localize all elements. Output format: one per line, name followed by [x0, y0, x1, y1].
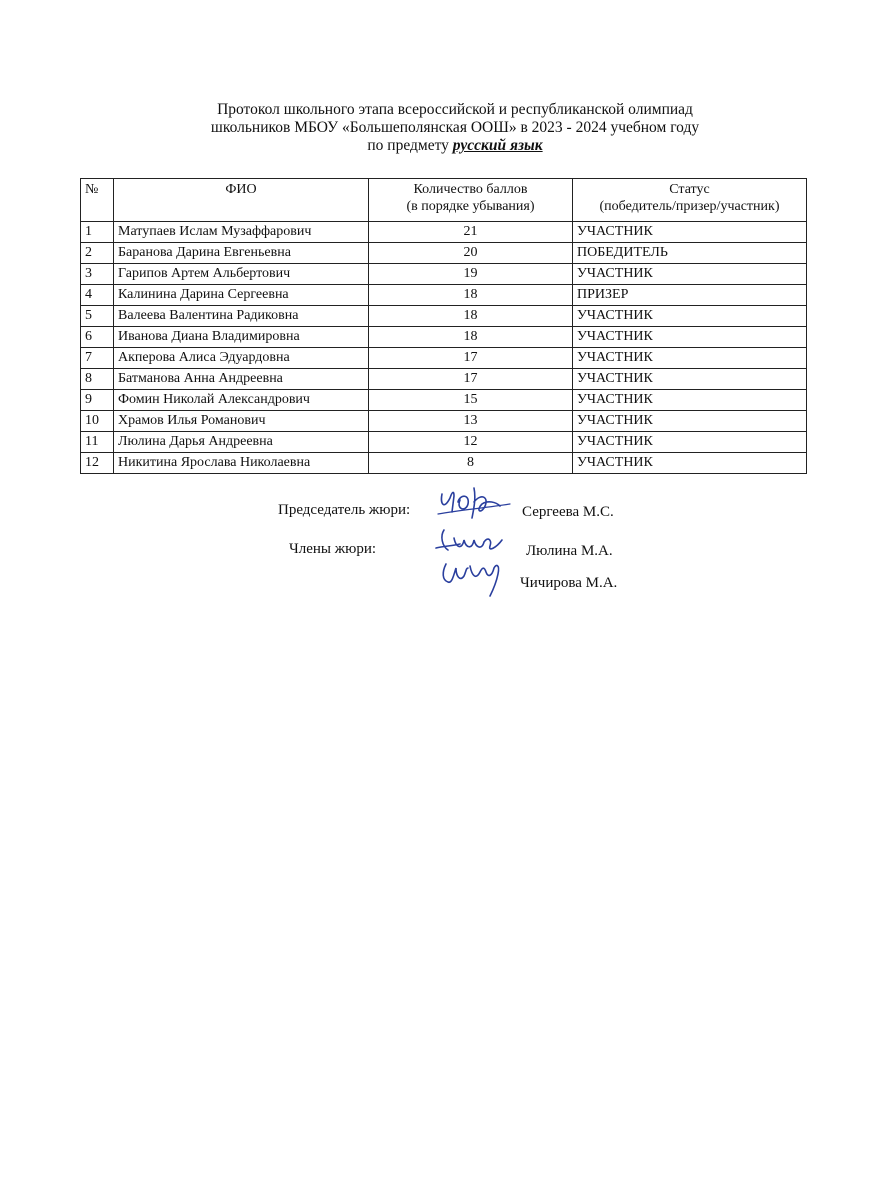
cell-fio: Храмов Илья Романович	[114, 411, 369, 432]
table-row	[81, 327, 807, 348]
header-status	[573, 179, 807, 222]
cell-status: ПРИЗЕР	[573, 285, 807, 306]
member-signatures	[430, 524, 520, 599]
cell-score: 18	[369, 285, 573, 306]
subject-prefix: по предмету	[367, 137, 453, 154]
cell-score: 18	[369, 327, 573, 348]
cell-number: 12	[81, 453, 114, 474]
cell-status: УЧАСТНИК	[573, 369, 807, 390]
cell-score: 20	[369, 243, 573, 264]
cell-score: 15	[369, 390, 573, 411]
chair-label: Председатель жюри:	[278, 502, 411, 518]
table-row	[81, 348, 807, 369]
results-table	[80, 178, 807, 474]
cell-status: УЧАСТНИК	[573, 264, 807, 285]
cell-fio: Иванова Диана Владимировна	[114, 327, 369, 348]
cell-fio: Батманова Анна Андреевна	[114, 369, 369, 390]
cell-status: УЧАСТНИК	[573, 306, 807, 327]
table-row	[81, 369, 807, 390]
cell-number: 11	[81, 432, 114, 453]
table-row	[81, 453, 807, 474]
cell-score: 21	[369, 222, 573, 243]
table-row	[81, 306, 807, 327]
member2-name: Чичирова М.А.	[520, 575, 618, 591]
title-line-1: Протокол школьного этапа всероссийской и республиканской олимпиад	[217, 101, 693, 118]
title-line-2: школьников МБОУ «Большеполянская ООШ» в 2023 - 2024 учебном году	[210, 119, 700, 136]
table-row	[81, 411, 807, 432]
cell-status: УЧАСТНИК	[573, 432, 807, 453]
cell-number: 5	[81, 306, 114, 327]
chair-signature-stroke-1	[441, 492, 454, 512]
cell-fio: Никитина Ярослава Николаевна	[114, 453, 369, 474]
cell-score: 12	[369, 432, 573, 453]
cell-fio: Матупаев Ислам Музаффарович	[114, 222, 369, 243]
cell-status: УЧАСТНИК	[573, 411, 807, 432]
cell-number: 1	[81, 222, 114, 243]
header-status-line-1: Статус	[669, 182, 710, 197]
header-number: №	[81, 179, 114, 222]
member1-signature-stroke-2	[454, 538, 502, 549]
document-title	[100, 101, 810, 155]
cell-fio: Люлина Дарья Андреевна	[114, 432, 369, 453]
cell-fio: Баранова Дарина Евгеньевна	[114, 243, 369, 264]
table-row	[81, 390, 807, 411]
cell-number: 4	[81, 285, 114, 306]
cell-status: УЧАСТНИК	[573, 390, 807, 411]
cell-number: 7	[81, 348, 114, 369]
chair-signature-stroke-3	[472, 488, 500, 518]
member2-signature-stroke-1	[443, 564, 468, 582]
cell-score: 17	[369, 348, 573, 369]
cell-fio: Калинина Дарина Сергеевна	[114, 285, 369, 306]
cell-status: УЧАСТНИК	[573, 453, 807, 474]
title-line-3	[100, 137, 810, 155]
cell-status: УЧАСТНИК	[573, 222, 807, 243]
cell-number: 8	[81, 369, 114, 390]
cell-score: 18	[369, 306, 573, 327]
header-score-line-2: (в порядке убывания)	[406, 199, 535, 214]
cell-number: 6	[81, 327, 114, 348]
cell-fio: Фомин Николай Александрович	[114, 390, 369, 411]
subject-name: русский язык	[452, 137, 543, 154]
cell-score: 8	[369, 453, 573, 474]
member1-name: Люлина М.А.	[526, 543, 613, 559]
chair-signature-stroke-2	[458, 496, 468, 509]
cell-score: 17	[369, 369, 573, 390]
header-score-line-1: Количество баллов	[413, 182, 528, 197]
cell-status: ПОБЕДИТЕЛЬ	[573, 243, 807, 264]
table-row	[81, 285, 807, 306]
chair-signature	[430, 484, 520, 524]
table-header-row	[81, 179, 807, 222]
header-score	[369, 179, 573, 222]
cell-status: УЧАСТНИК	[573, 348, 807, 369]
cell-score: 19	[369, 264, 573, 285]
cell-number: 10	[81, 411, 114, 432]
cell-number: 9	[81, 390, 114, 411]
member1-signature-stroke-1	[436, 530, 460, 550]
cell-number: 2	[81, 243, 114, 264]
chair-name: Сергеева М.С.	[522, 504, 614, 520]
header-fio: ФИО	[114, 179, 369, 222]
cell-fio: Акперова Алиса Эдуардовна	[114, 348, 369, 369]
cell-fio: Валеева Валентина Радиковна	[114, 306, 369, 327]
cell-status: УЧАСТНИК	[573, 327, 807, 348]
table-row	[81, 264, 807, 285]
cell-fio: Гарипов Артем Альбертович	[114, 264, 369, 285]
cell-number: 3	[81, 264, 114, 285]
table-row	[81, 432, 807, 453]
table-row	[81, 222, 807, 243]
header-status-line-2: (победитель/призер/участник)	[599, 199, 780, 214]
cell-score: 13	[369, 411, 573, 432]
member2-signature-stroke-2	[470, 566, 499, 596]
table-row	[81, 243, 807, 264]
members-label: Члены жюри:	[289, 541, 377, 557]
